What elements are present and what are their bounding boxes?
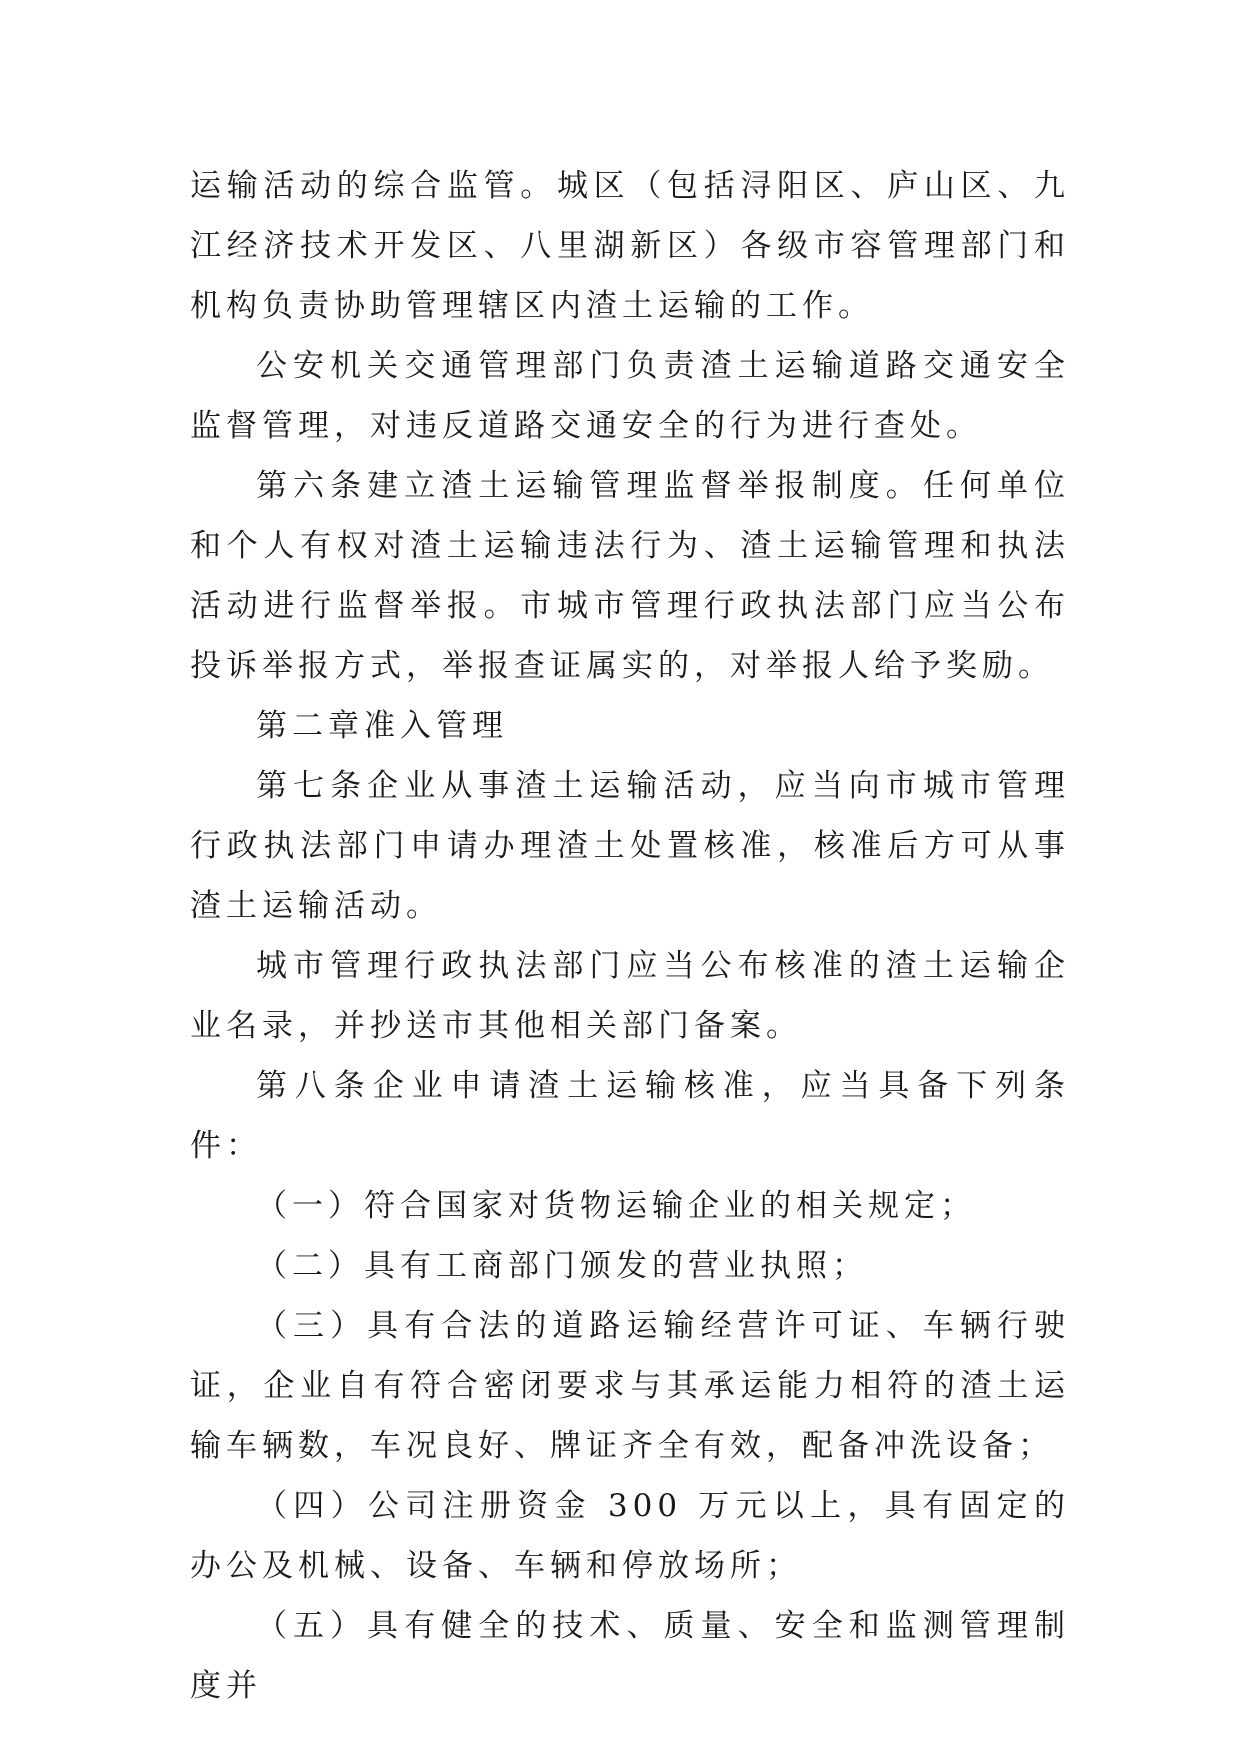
list-item-5: （五）具有健全的技术、质量、安全和监测管理制度并	[190, 1608, 1070, 1704]
list-item-1: （一）符合国家对货物运输企业的相关规定；	[256, 1188, 976, 1224]
document-body	[190, 156, 1070, 1716]
chapter-heading: 第二章准入管理	[256, 708, 508, 744]
paragraph-supervision-continued: 运输活动的综合监管。城区（包括浔阳区、庐山区、九江经济技术开发区、八里湖新区）各级市容管理部门和机构负责协助管理辖区内渣土运输的工作。	[190, 168, 1070, 324]
paragraph-traffic-police: 公安机关交通管理部门负责渣土运输道路交通安全监督管理，对违反道路交通安全的行为进行查处。	[190, 348, 1070, 444]
list-item-2: （二）具有工商部门颁发的营业执照；	[256, 1248, 868, 1284]
paragraph-article-8: 第八条企业申请渣土运输核准，应当具备下列条件：	[190, 1068, 1070, 1164]
paragraph-article-6: 第六条建立渣土运输管理监督举报制度。任何单位和个人有权对渣土运输违法行为、渣土运输管理和执法活动进行监督举报。市城市管理行政执法部门应当公布投诉举报方式，举报查证属实的，对举报人给予奖励。	[190, 468, 1070, 684]
list-item-4: （四）公司注册资金 300 万元以上，具有固定的办公及机械、设备、车辆和停放场所；	[190, 1488, 1070, 1584]
paragraph-article-7: 第七条企业从事渣土运输活动，应当向市城市管理行政执法部门申请办理渣土处置核准，核准后方可从事渣土运输活动。	[190, 768, 1070, 924]
list-item-3: （三）具有合法的道路运输经营许可证、车辆行驶证，企业自有符合密闭要求与其承运能力相符的渣土运输车辆数，车况良好、牌证齐全有效，配备冲洗设备；	[190, 1308, 1070, 1464]
paragraph-enterprise-list: 城市管理行政执法部门应当公布核准的渣土运输企业名录，并抄送市其他相关部门备案。	[190, 948, 1070, 1044]
